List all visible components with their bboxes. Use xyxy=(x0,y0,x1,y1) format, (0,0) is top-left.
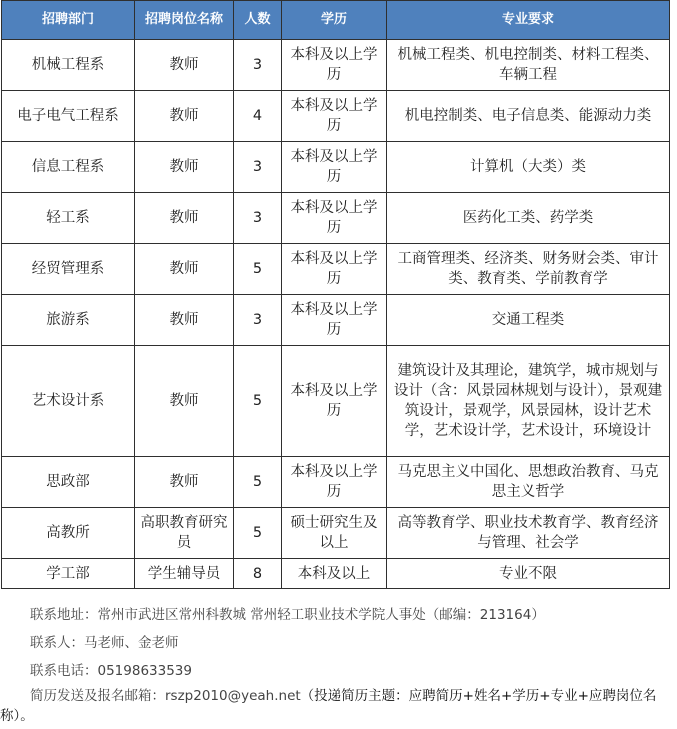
email-label: 简历发送及报名邮箱： xyxy=(30,688,165,704)
cell-position: 教师 xyxy=(135,457,234,508)
cell-count: 5 xyxy=(234,457,282,508)
cell-count: 8 xyxy=(234,559,282,589)
cell-count: 4 xyxy=(234,91,282,142)
email-subject-note: （投递简历主题：应聘简历+姓名+学历+专业+应聘岗位名称）。 xyxy=(0,688,657,724)
cell-major: 医药化工类、药学类 xyxy=(387,193,670,244)
cell-position: 教师 xyxy=(135,346,234,457)
header-position: 招聘岗位名称 xyxy=(135,1,234,40)
cell-count: 3 xyxy=(234,295,282,346)
recruitment-table xyxy=(1,0,670,589)
cell-education: 本科及以上学历 xyxy=(282,142,387,193)
cell-count: 3 xyxy=(234,193,282,244)
cell-dept: 机械工程系 xyxy=(2,40,135,91)
table-row xyxy=(2,295,670,346)
cell-education: 本科及以上学历 xyxy=(282,40,387,91)
cell-education: 本科及以上学历 xyxy=(282,193,387,244)
table-row xyxy=(2,508,670,559)
table-row xyxy=(2,559,670,589)
table-row xyxy=(2,193,670,244)
cell-major: 交通工程类 xyxy=(387,295,670,346)
header-major: 专业要求 xyxy=(387,1,670,40)
cell-dept: 高教所 xyxy=(2,508,135,559)
cell-education: 本科及以上学历 xyxy=(282,91,387,142)
cell-dept: 思政部 xyxy=(2,457,135,508)
cell-major: 高等教育学、职业技术教育学、教育经济与管理、社会学 xyxy=(387,508,670,559)
cell-count: 5 xyxy=(234,244,282,295)
cell-count: 5 xyxy=(234,346,282,457)
table-header-row xyxy=(2,1,670,40)
cell-count: 3 xyxy=(234,40,282,91)
cell-dept: 信息工程系 xyxy=(2,142,135,193)
table-row xyxy=(2,142,670,193)
cell-major: 建筑设计及其理论，建筑学，城市规划与设计（含：风景园林规划与设计），景观建筑设计，景观学，风景园林，设计艺术学，艺术设计学，艺术设计，环境设计 xyxy=(387,346,670,457)
contact-person: 联系人：马老师、金老师 xyxy=(30,635,179,651)
contact-address: 联系地址：常州市武进区常州科教城 常州轻工职业技术学院人事处（邮编：213164） xyxy=(30,607,545,623)
cell-count: 3 xyxy=(234,142,282,193)
table-row xyxy=(2,244,670,295)
cell-education: 本科及以上学历 xyxy=(282,346,387,457)
cell-major: 马克思主义中国化、思想政治教育、马克思主义哲学 xyxy=(387,457,670,508)
cell-dept: 轻工系 xyxy=(2,193,135,244)
cell-count: 5 xyxy=(234,508,282,559)
table-row xyxy=(2,91,670,142)
cell-position: 高职教育研究员 xyxy=(135,508,234,559)
contact-email-paragraph xyxy=(0,686,677,726)
cell-position: 教师 xyxy=(135,40,234,91)
cell-dept: 电子电气工程系 xyxy=(2,91,135,142)
cell-education: 本科及以上学历 xyxy=(282,244,387,295)
cell-major: 专业不限 xyxy=(387,559,670,589)
header-count: 人数 xyxy=(234,1,282,40)
cell-position: 教师 xyxy=(135,193,234,244)
contact-phone: 联系电话：05198633539 xyxy=(30,663,192,679)
cell-education: 本科及以上学历 xyxy=(282,457,387,508)
cell-major: 工商管理类、经济类、财务财会类、审计类、教育类、学前教育学 xyxy=(387,244,670,295)
cell-position: 教师 xyxy=(135,91,234,142)
cell-education: 硕士研究生及以上 xyxy=(282,508,387,559)
header-dept: 招聘部门 xyxy=(2,1,135,40)
cell-position: 教师 xyxy=(135,142,234,193)
cell-major: 计算机（大类）类 xyxy=(387,142,670,193)
cell-position: 教师 xyxy=(135,295,234,346)
header-education: 学历 xyxy=(282,1,387,40)
cell-dept: 学工部 xyxy=(2,559,135,589)
email-link[interactable]: rszp2010@yeah.net xyxy=(165,688,301,704)
table-row xyxy=(2,40,670,91)
cell-education: 本科及以上学历 xyxy=(282,295,387,346)
cell-major: 机械工程类、机电控制类、材料工程类、车辆工程 xyxy=(387,40,670,91)
cell-dept: 旅游系 xyxy=(2,295,135,346)
table-row xyxy=(2,346,670,457)
cell-position: 教师 xyxy=(135,244,234,295)
cell-education: 本科及以上 xyxy=(282,559,387,589)
cell-dept: 经贸管理系 xyxy=(2,244,135,295)
cell-position: 学生辅导员 xyxy=(135,559,234,589)
table-row xyxy=(2,457,670,508)
cell-dept: 艺术设计系 xyxy=(2,346,135,457)
cell-major: 机电控制类、电子信息类、能源动力类 xyxy=(387,91,670,142)
